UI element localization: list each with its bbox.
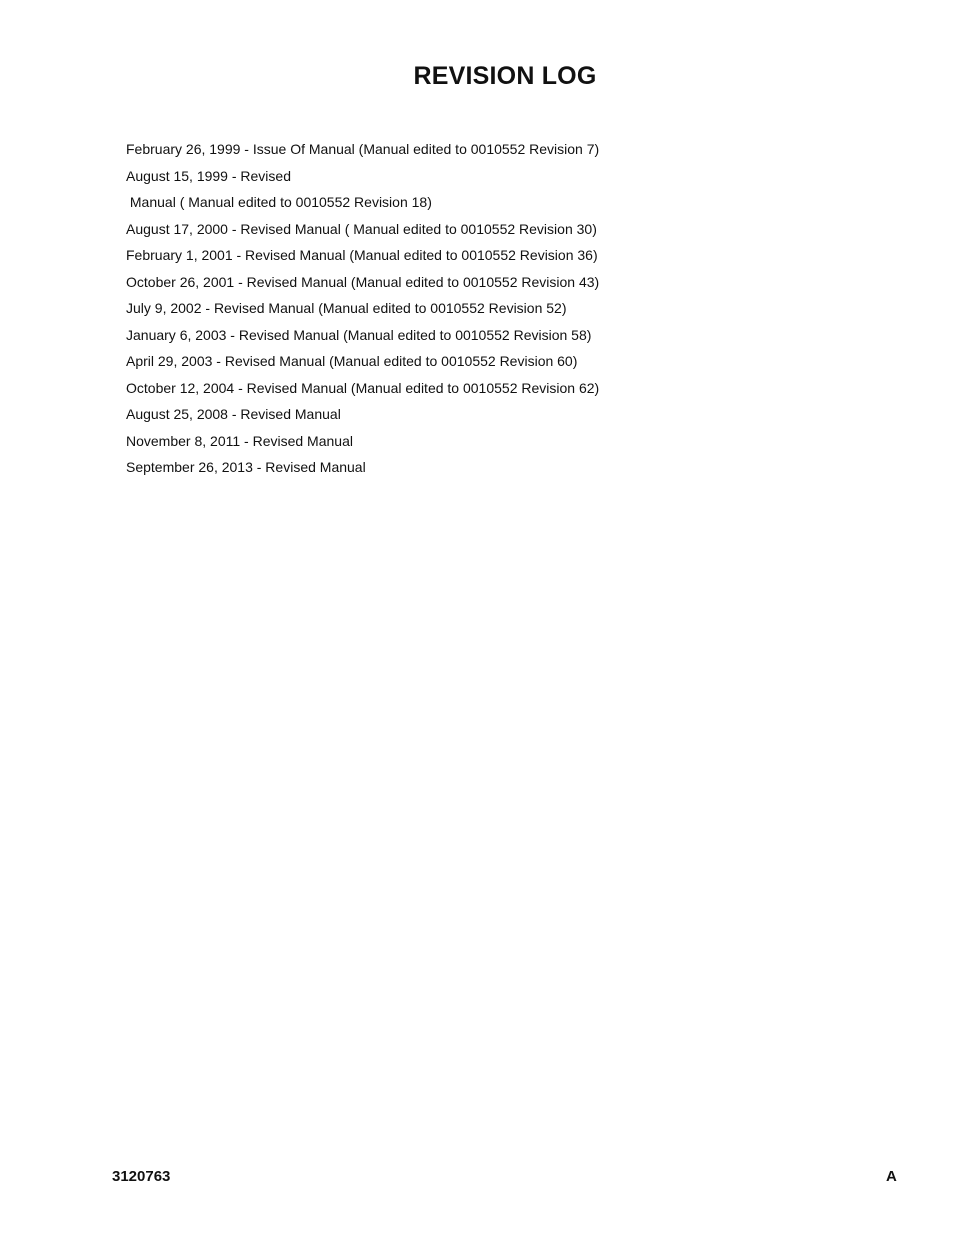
revision-log-list bbox=[126, 136, 599, 481]
revision-log-entry: October 26, 2001 - Revised Manual (Manual edited to 0010552 Revision 43) bbox=[126, 273, 600, 290]
page-label: A bbox=[886, 1168, 897, 1185]
revision-log-entry: February 26, 1999 - Issue Of Manual (Manual edited to 0010552 Revision 7) bbox=[126, 141, 600, 157]
revision-log-entry: August 17, 2000 - Revised Manual ( Manual edited to 0010552 Revision 30) bbox=[126, 220, 597, 237]
revision-log-entry: August 25, 2008 - Revised Manual bbox=[126, 406, 341, 422]
revision-log-entry: November 8, 2011 - Revised Manual bbox=[126, 432, 353, 449]
revision-log-entry: September 26, 2013 - Revised Manual bbox=[126, 459, 366, 475]
revision-log-entry: July 9, 2002 - Revised Manual (Manual edited to 0010552 Revision 52) bbox=[126, 300, 567, 316]
revision-log-entry: August 15, 1999 - Revised bbox=[126, 167, 291, 184]
revision-log-entry: Manual ( Manual edited to 0010552 Revision 18) bbox=[126, 194, 432, 210]
revision-log-entry: April 29, 2003 - Revised Manual (Manual edited to 0010552 Revision 60) bbox=[126, 353, 578, 369]
page-title: REVISION LOG bbox=[413, 62, 597, 90]
revision-log-entry: January 6, 2003 - Revised Manual (Manual edited to 0010552 Revision 58) bbox=[126, 326, 592, 343]
document-number: 3120763 bbox=[112, 1168, 171, 1185]
revision-log-entry: February 1, 2001 - Revised Manual (Manual edited to 0010552 Revision 36) bbox=[126, 247, 598, 263]
revision-log-entry: October 12, 2004 - Revised Manual (Manual edited to 0010552 Revision 62) bbox=[126, 379, 600, 396]
